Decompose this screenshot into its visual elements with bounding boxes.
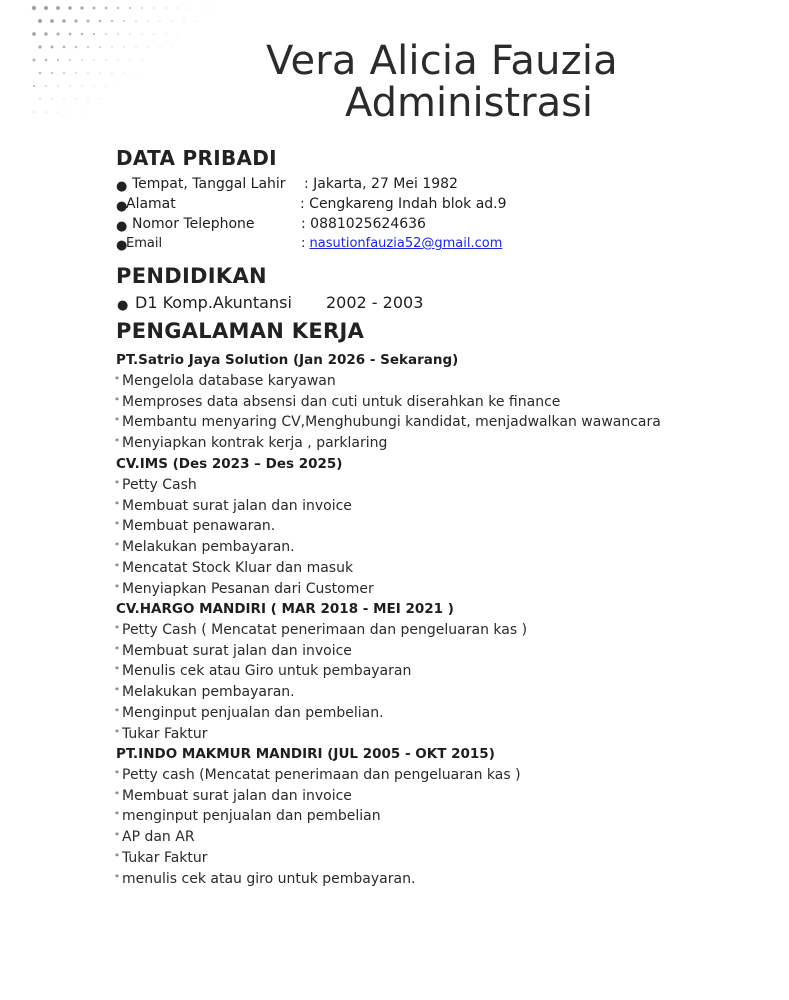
decorative-dot (123, 72, 125, 74)
task-text: Membuat surat jalan dan invoice (122, 787, 352, 804)
asterisk-bullet-icon: * (115, 831, 119, 841)
decorative-dot (111, 20, 113, 22)
decorative-dot (99, 20, 102, 23)
decorative-dot (141, 7, 143, 9)
decorative-dot (69, 85, 71, 87)
company-heading: CV.IMS (Des 2023 – Des 2025) (116, 456, 343, 472)
decorative-dot (129, 7, 131, 9)
task-text: Melakukan pembayaran. (122, 684, 295, 701)
task-item (115, 373, 336, 389)
section-title-education: PENDIDIKAN (116, 264, 267, 288)
asterisk-bullet-icon: * (115, 872, 119, 882)
asterisk-bullet-icon: * (115, 686, 119, 696)
decorative-dot (38, 19, 42, 23)
decorative-dot (33, 59, 36, 62)
decorative-dot (57, 85, 59, 87)
decorative-dot (135, 72, 137, 74)
decorative-dot (32, 6, 36, 10)
task-item (115, 518, 275, 534)
decorative-dot (57, 59, 59, 61)
decorative-dot (63, 46, 66, 49)
decorative-dot (105, 59, 107, 61)
email-value (301, 236, 502, 251)
personal-value: : Cengkareng Indah blok ad.9 (300, 196, 507, 212)
task-item (115, 643, 352, 659)
decorative-dot (159, 20, 161, 22)
decorative-dot (81, 33, 84, 36)
personal-value: : Jakarta, 27 Mei 1982 (304, 176, 458, 192)
asterisk-bullet-icon: * (115, 851, 119, 861)
task-item (115, 850, 208, 866)
asterisk-bullet-icon: * (115, 665, 119, 675)
decorative-dot (38, 45, 41, 48)
decorative-dot (92, 6, 95, 9)
task-text: Menulis cek atau Giro untuk pembayaran (122, 663, 412, 680)
task-item (115, 477, 197, 493)
task-item (115, 788, 352, 804)
company-heading: CV.HARGO MANDIRI ( MAR 2018 - MEI 2021 ) (116, 601, 454, 617)
task-text: Menginput penjualan dan pembelian. (122, 704, 384, 721)
asterisk-bullet-icon: * (115, 706, 119, 716)
task-text: Tukar Faktur (122, 725, 208, 742)
decorative-dot (44, 32, 47, 35)
task-text: Petty cash (Mencatat penerimaan dan pengeluaran kas ) (122, 767, 521, 783)
task-item (115, 808, 381, 824)
asterisk-bullet-icon: * (115, 769, 119, 778)
task-item (115, 684, 295, 700)
decorative-dot (93, 85, 95, 87)
decorative-dot (99, 46, 101, 48)
decorative-dot (87, 46, 89, 48)
task-text: Petty Cash ( Mencatat penerimaan dan pengeluaran kas ) (122, 622, 528, 638)
decorative-dot (63, 72, 65, 74)
asterisk-bullet-icon: * (115, 582, 119, 592)
decorative-dot (129, 59, 131, 61)
task-text: Membantu menyaring CV,Menghubungi kandidat, menjadwalkan wawancara (122, 414, 661, 431)
task-item (115, 622, 527, 638)
asterisk-bullet-icon: * (115, 416, 119, 426)
email-link[interactable]: nasutionfauzia52@gmail.com (309, 236, 503, 251)
task-text: Menyiapkan Pesanan dari Customer (122, 580, 374, 597)
decorative-dot (75, 46, 77, 48)
decorative-dot (80, 6, 83, 9)
asterisk-bullet-icon: * (115, 727, 119, 737)
task-text: Memproses data absensi dan cuti untuk diserahkan ke finance (122, 393, 561, 410)
decorative-dot (183, 20, 185, 22)
personal-label: Tempat, Tanggal Lahir (132, 176, 286, 192)
task-text: menulis cek atau giro untuk pembayaran. (122, 870, 416, 887)
decorative-dot (141, 59, 143, 61)
task-text: Menyiapkan kontrak kerja , parklaring (122, 435, 388, 452)
decorative-dot (195, 20, 197, 22)
task-item (115, 871, 415, 887)
decorative-dot (45, 111, 47, 113)
decorative-dot (129, 33, 131, 35)
decorative-dot (39, 98, 41, 100)
decorative-dot (111, 72, 113, 74)
decorative-dot (105, 33, 107, 35)
decorative-dot (63, 98, 65, 100)
decorative-dot (153, 33, 155, 35)
asterisk-bullet-icon: * (115, 375, 119, 384)
decorative-dot (45, 85, 47, 87)
decorative-dot (135, 46, 137, 48)
bullet-icon: ● (116, 199, 128, 214)
task-text: Petty Cash (122, 477, 197, 493)
decorative-dot (213, 7, 215, 9)
decorative-dot (51, 98, 53, 100)
decorative-dot (165, 7, 167, 9)
decorative-dot (105, 85, 107, 87)
task-item (115, 414, 661, 430)
task-text: Mengelola database karyawan (122, 373, 336, 389)
decorative-dot (123, 20, 125, 22)
personal-value: : 0881025624636 (301, 216, 426, 232)
decorative-dot (69, 59, 71, 61)
decorative-dot (51, 72, 53, 74)
decorative-dot (99, 98, 101, 100)
personal-label: Email (126, 236, 163, 251)
decorative-dot (75, 98, 77, 100)
decorative-dot (147, 46, 149, 48)
bullet-icon: ● (116, 219, 128, 234)
company-heading: PT.INDO MAKMUR MANDIRI (JUL 2005 - OKT 2015) (116, 746, 495, 762)
decorative-dot (93, 59, 95, 61)
task-text: Membuat surat jalan dan invoice (122, 642, 352, 659)
asterisk-bullet-icon: * (115, 437, 119, 447)
decorative-dot (141, 33, 143, 35)
decorative-dot (56, 6, 60, 10)
decorative-dot (87, 98, 89, 100)
task-text: menginput penjualan dan pembelian (122, 808, 381, 825)
candidate-name: Vera Alicia Fauzia (266, 38, 618, 84)
decorative-dot (135, 20, 137, 22)
decorative-dot (153, 7, 155, 9)
decorative-dot (33, 85, 35, 87)
decorative-dot (32, 32, 36, 36)
personal-label: Nomor Telephone (132, 216, 255, 232)
decorative-dot (93, 33, 95, 35)
decorative-dot (171, 20, 173, 22)
email-prefix: : (301, 236, 310, 251)
decorative-dot (123, 46, 125, 48)
decorative-dot (81, 111, 83, 113)
task-item (115, 767, 521, 783)
decorative-dot (171, 46, 173, 48)
asterisk-bullet-icon: * (115, 644, 119, 654)
asterisk-bullet-icon: * (115, 561, 119, 571)
decorative-dot (201, 7, 203, 9)
decorative-dot (68, 6, 72, 10)
asterisk-bullet-icon: * (115, 810, 119, 820)
task-item (115, 560, 353, 576)
task-text: Membuat penawaran. (122, 518, 276, 535)
task-text: AP dan AR (122, 829, 195, 846)
decorative-dot (87, 72, 89, 74)
asterisk-bullet-icon: * (115, 479, 119, 488)
asterisk-bullet-icon: * (115, 395, 119, 405)
bullet-icon: ● (116, 238, 128, 253)
task-item (115, 829, 195, 845)
asterisk-bullet-icon: * (115, 520, 119, 530)
decorative-dot (117, 85, 119, 87)
task-text: Tukar Faktur (122, 849, 208, 866)
asterisk-bullet-icon: * (115, 789, 119, 799)
decorative-dot (50, 45, 53, 48)
decorative-dot (50, 19, 54, 23)
candidate-role: Administrasi (345, 80, 594, 126)
section-title-personal: DATA PRIBADI (116, 146, 277, 170)
decorative-dot (159, 46, 161, 48)
decorative-dot (189, 7, 191, 9)
decorative-dot (39, 72, 42, 75)
task-item (115, 705, 384, 721)
decorative-dot (69, 111, 71, 113)
decorative-dot (45, 59, 48, 62)
decorative-dot (62, 19, 65, 22)
task-item (115, 726, 208, 742)
decorative-dot (117, 33, 119, 35)
decorative-dot (165, 33, 167, 35)
education-period: 2002 - 2003 (326, 293, 424, 312)
asterisk-bullet-icon: * (115, 499, 119, 509)
decorative-dot (99, 72, 101, 74)
decorative-dot (105, 7, 108, 10)
task-item (115, 498, 352, 514)
task-text: Mencatat Stock Kluar dan masuk (122, 559, 354, 576)
bullet-icon: ● (116, 179, 128, 194)
task-text: Membuat surat jalan dan invoice (122, 497, 352, 514)
section-title-experience: PENGALAMAN KERJA (116, 319, 365, 343)
task-item (115, 435, 387, 451)
bullet-icon: ● (117, 298, 129, 313)
company-heading: PT.Satrio Jaya Solution (Jan 2026 - Sekarang) (116, 352, 459, 368)
task-item (115, 394, 560, 410)
decorative-dot (44, 6, 48, 10)
decorative-dot (117, 59, 119, 61)
education-label: D1 Komp.Akuntansi (135, 293, 292, 312)
decorative-dot (147, 20, 149, 22)
decorative-dot (81, 59, 83, 61)
task-item (115, 539, 295, 555)
decorative-dot (33, 111, 35, 113)
asterisk-bullet-icon: * (115, 624, 119, 633)
decorative-dot (81, 85, 83, 87)
decorative-dot (177, 7, 179, 9)
decorative-dot (177, 33, 179, 35)
task-item (115, 581, 374, 597)
decorative-dot (75, 72, 77, 74)
decorative-dot-pattern (0, 0, 240, 150)
decorative-dot (56, 32, 59, 35)
task-item (115, 663, 411, 679)
task-text: Melakukan pembayaran. (122, 539, 295, 556)
decorative-dot (69, 33, 72, 36)
decorative-dot (57, 111, 59, 113)
asterisk-bullet-icon: * (115, 541, 119, 551)
decorative-dot (111, 46, 113, 48)
personal-label: Alamat (126, 196, 176, 212)
decorative-dot (74, 19, 77, 22)
decorative-dot (87, 20, 90, 23)
decorative-dot (117, 7, 119, 9)
